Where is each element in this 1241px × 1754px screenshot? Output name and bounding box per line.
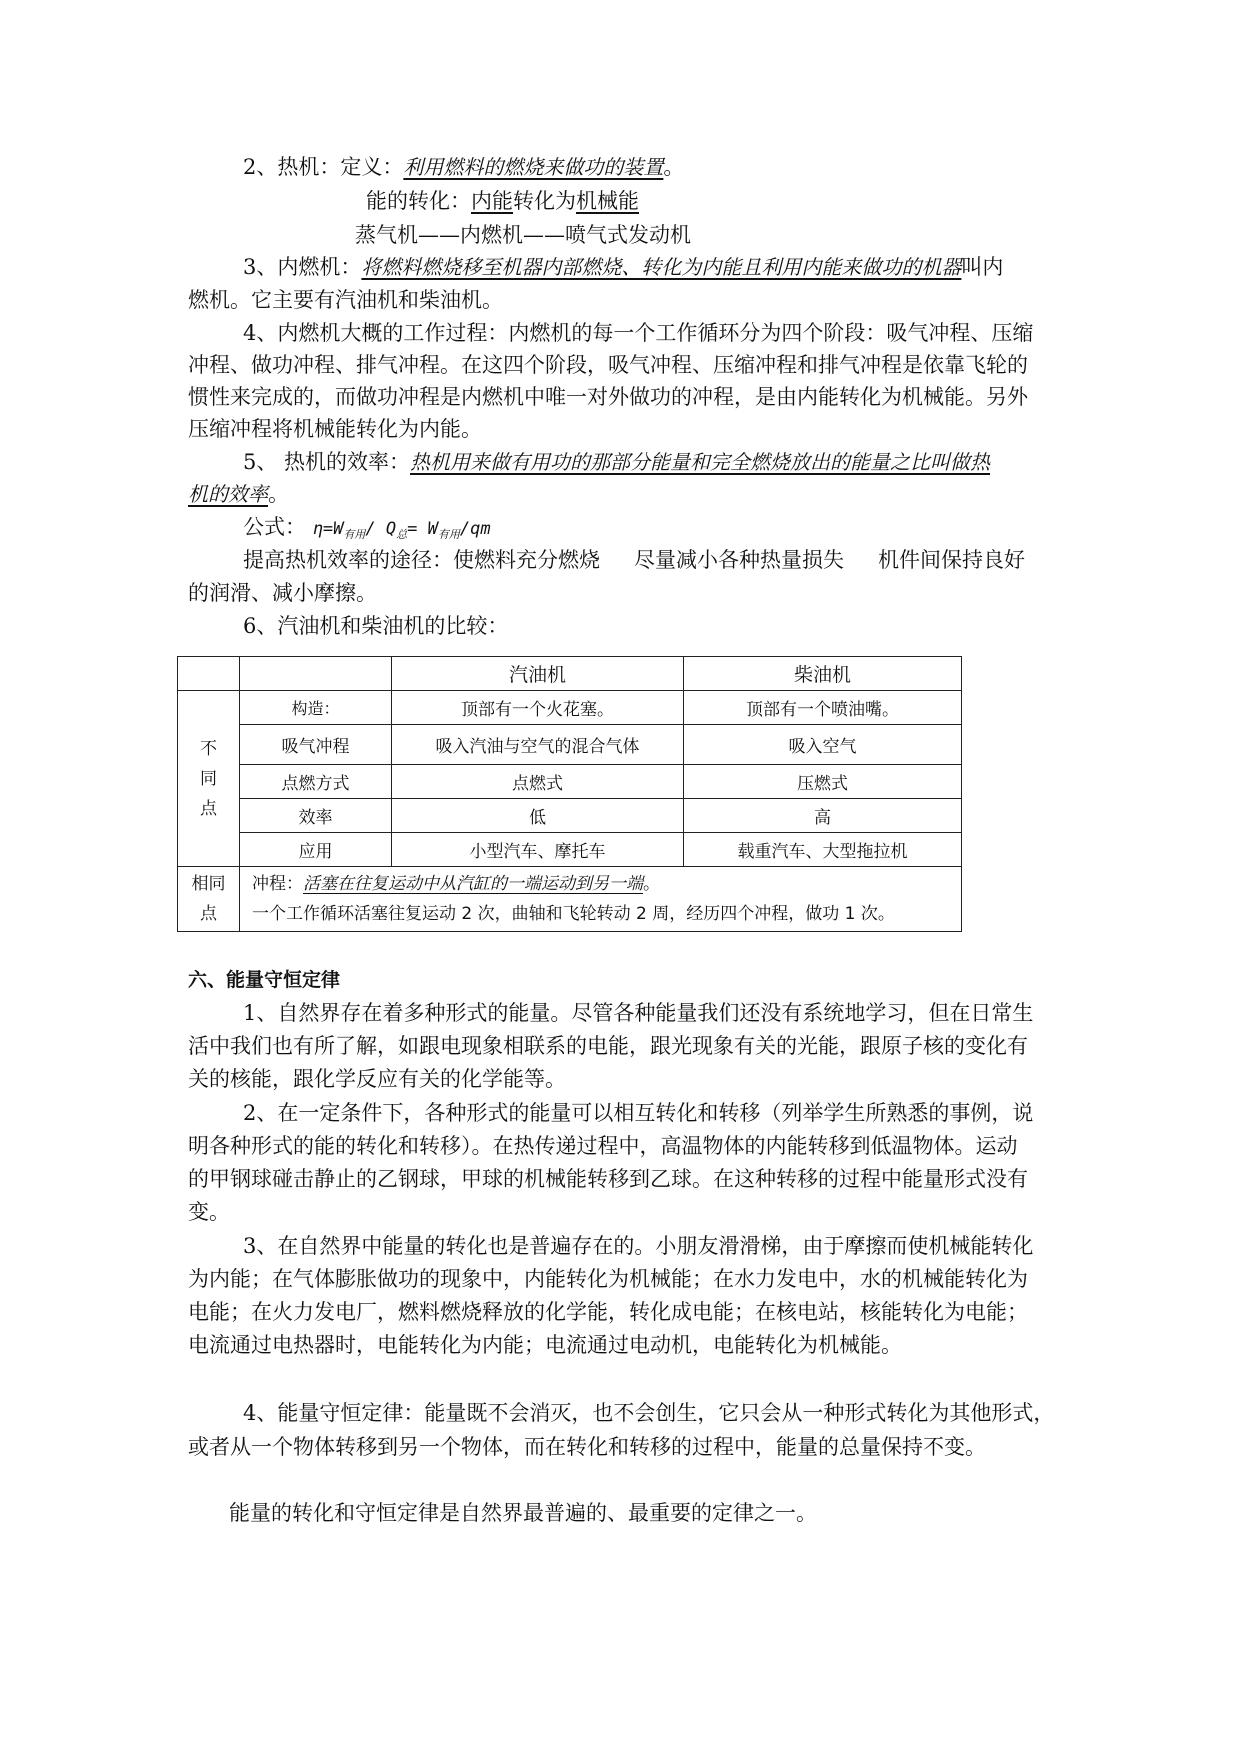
- row-label: 吸气冲程: [240, 725, 392, 765]
- period: 。: [643, 874, 660, 894]
- p5-line: 能量的转化和守恒定律是自然界最普遍的、最重要的定律之一。: [229, 1501, 817, 1525]
- table-row-same: [178, 867, 962, 932]
- header-cell-empty-1: [178, 657, 240, 691]
- heat-engine-def: 利用燃料的燃烧来做功的装置: [403, 155, 664, 179]
- formula-sub-total: 总: [396, 528, 408, 541]
- stroke-def-line: [252, 869, 961, 899]
- engine-comparison-table: [177, 656, 962, 932]
- formula-sub-useful-2: 有用: [437, 528, 460, 541]
- improve-1: 使燃料充分燃烧: [453, 548, 600, 572]
- same-points-cell: [240, 867, 962, 932]
- p2-line-2: 明各种形式的能的转化和转移）。在热传递过程中，高温物体的内能转移到低温物体。运动: [188, 1134, 1018, 1158]
- header-diesel: 柴油机: [684, 657, 962, 691]
- ice-def: 将燃料燃烧移至机器内部燃烧、转化为内能且利用内能来做功的机器: [361, 255, 962, 279]
- table-header-row: [178, 657, 962, 691]
- p3-line-3: 电能；在火力发电厂，燃料燃烧释放的化学能，转化成电能；在核电站，核能转化为电能；: [188, 1300, 1028, 1324]
- period: 。: [663, 155, 685, 179]
- engine-evolution-line: 蒸气机——内燃机——喷气式发动机: [355, 223, 691, 247]
- formula-sub-useful: 有用: [343, 528, 366, 541]
- diesel-cell: 高: [684, 799, 962, 833]
- formula-w: = W: [407, 519, 438, 539]
- chapter-heading: 六、能量守恒定律: [188, 969, 341, 991]
- row-label: 构造：: [240, 691, 392, 725]
- stroke-def: 活塞在往复运动中从汽缸的一端运动到另一端: [303, 874, 643, 894]
- formula-label: 公式：: [243, 515, 306, 539]
- table-row: [178, 833, 962, 867]
- same-group-text: 相同点: [191, 874, 226, 924]
- energy-conversion-line: [366, 186, 639, 216]
- diesel-cell: 载重汽车、大型拖拉机: [684, 833, 962, 867]
- gasoline-cell: 低: [392, 799, 684, 833]
- header-gasoline: 汽油机: [392, 657, 684, 691]
- p4-line-1: 4、能量守恒定律：能量既不会消灭，也不会创生，它只会从一种形式转化为其他形式，: [243, 1401, 1055, 1425]
- header-cell-empty-2: [240, 657, 392, 691]
- table-row: [178, 725, 962, 765]
- gasoline-cell: 小型汽车、摩托车: [392, 833, 684, 867]
- ice-label: 3、内燃机：: [243, 255, 362, 279]
- same-group-label: [178, 867, 240, 932]
- efficiency-definition-2: [188, 479, 289, 509]
- diesel-cell: 吸入空气: [684, 725, 962, 765]
- comparison-title: 6、汽油机和柴油机的比较：: [243, 614, 509, 638]
- heat-engine-label: 2、热机：定义：: [243, 155, 404, 179]
- p1-line-3: 关的核能，跟化学反应有关的化学能等。: [188, 1067, 566, 1091]
- diesel-cell: 顶部有一个喷油嘴。: [684, 691, 962, 725]
- formula: [313, 519, 491, 539]
- table-row: [178, 765, 962, 799]
- convert-word: 转化为: [513, 189, 576, 213]
- conversion-label: 能的转化：: [366, 189, 471, 213]
- improve-3: 机件间保持良好: [878, 548, 1025, 572]
- row-label: 点燃方式: [240, 765, 392, 799]
- work-process-line-1: 4、内燃机大概的工作过程：内燃机的每一个工作循环分为四个阶段：吸气冲程、压缩: [243, 321, 1034, 345]
- work-process-line-3: 惯性来完成的，而做功冲程是内燃机中唯一对外做功的冲程，是由内能转化为机械能。另外: [188, 385, 1028, 409]
- diesel-cell: 压燃式: [684, 765, 962, 799]
- p3-line-1: 3、在自然界中能量的转化也是普遍存在的。小朋友滑滑梯，由于摩擦而使机械能转化: [243, 1234, 1034, 1258]
- formula-qm: /qm: [459, 519, 491, 539]
- improve-efficiency-line: [243, 545, 1025, 575]
- work-process-line-2: 冲程、做功冲程、排气冲程。在这四个阶段，吸气冲程、压缩冲程和排气冲程是依靠飞轮的: [188, 353, 1028, 377]
- diff-group-label: [178, 691, 240, 867]
- p3-line-2: 为内能；在气体膨胀做功的现象中，内能转化为机械能；在水力发电中，水的机械能转化为: [188, 1267, 1028, 1291]
- p2-line-4: 变。: [188, 1200, 230, 1224]
- stroke-label: 冲程：: [252, 874, 303, 894]
- work-process-line-4: 压缩冲程将机械能转化为内能。: [188, 417, 482, 441]
- ice-suffix: 叫内: [961, 255, 1004, 279]
- cycle-line: 一个工作循环活塞往复运动 2 次，曲轴和飞轮转动 2 周，经历四个冲程，做功 1 次。: [252, 904, 895, 924]
- ice-definition: [243, 252, 1003, 282]
- row-label: 效率: [240, 799, 392, 833]
- mechanical-energy: 机械能: [576, 189, 639, 213]
- gasoline-cell: 顶部有一个火花塞。: [392, 691, 684, 725]
- table-row: [178, 691, 962, 725]
- efficiency-label: 5、 热机的效率：: [243, 450, 411, 474]
- efficiency-definition: [243, 447, 990, 477]
- p3-line-4: 电流通过电热器时，电能转化为内能；电流通过电动机，电能转化为机械能。: [188, 1333, 902, 1357]
- p2-line-3: 的甲钢球碰击静止的乙钢球，甲球的机械能转移到乙球。在这种转移的过程中能量形式没有: [188, 1167, 1028, 1191]
- period: 。: [268, 482, 289, 506]
- improve-line-2: 的润滑、减小摩擦。: [188, 581, 377, 605]
- table-row: [178, 799, 962, 833]
- gasoline-cell: 吸入汽油与空气的混合气体: [392, 725, 684, 765]
- internal-energy: 内能: [471, 189, 513, 213]
- p1-line-1: 1、自然界存在着多种形式的能量。尽管各种能量我们还没有系统地学习，但在日常生: [243, 1001, 1034, 1025]
- formula-eta: η=W: [312, 519, 344, 539]
- heat-engine-definition: [243, 152, 684, 182]
- p4-line-2: 或者从一个物体转移到另一个物体，而在转化和转移的过程中，能量的总量保持不变。: [188, 1435, 986, 1459]
- improve-label: 提高热机效率的途径：: [243, 548, 453, 572]
- ice-types: 燃机。它主要有汽油机和柴油机。: [188, 288, 503, 312]
- efficiency-def-2: 机的效率: [188, 482, 268, 506]
- efficiency-def-1: 热机用来做有用功的那部分能量和完全燃烧放出的能量之比叫做热: [410, 450, 991, 474]
- improve-2: 尽量减小各种热量损失: [634, 548, 844, 572]
- p2-line-1: 2、在一定条件下，各种形式的能量可以相互转化和转移（列举学生所熟悉的事例，说: [243, 1101, 1034, 1125]
- gasoline-cell: 点燃式: [392, 765, 684, 799]
- row-label: 应用: [240, 833, 392, 867]
- formula-q: / Q: [365, 519, 397, 539]
- diff-group-text: 不同点: [200, 738, 217, 819]
- p1-line-2: 活中我们也有所了解，如跟电现象相联系的电能，跟光现象有关的光能，跟原子核的变化有: [188, 1034, 1028, 1058]
